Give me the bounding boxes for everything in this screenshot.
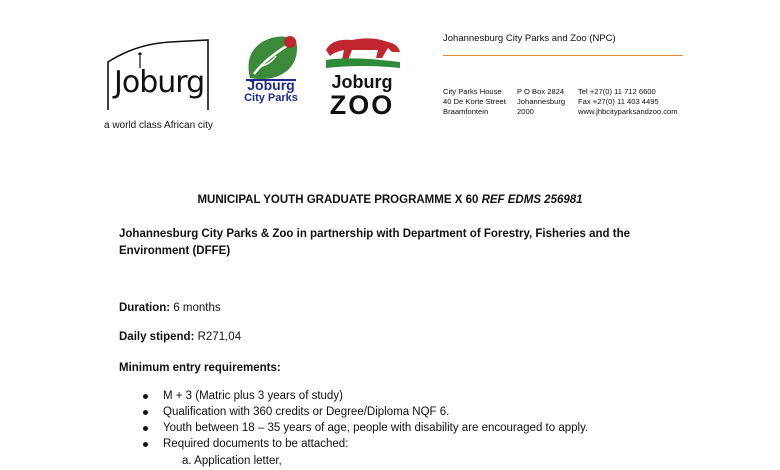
telephone: Tel +27(0) 11 712 6600 [578, 87, 656, 96]
stipend-value: R271,04 [197, 331, 242, 343]
document-title [0, 194, 780, 206]
joburg-zoo-logo [322, 34, 402, 118]
joburg-wordmark: Joburg [114, 65, 205, 100]
org-name: Johannesburg City Parks and Zoo (NPC) [443, 33, 616, 44]
requirements-list [119, 388, 588, 452]
joburg-zoo-wordmark [324, 72, 400, 118]
postal-line: 2000 [517, 107, 534, 116]
list-item [119, 388, 588, 404]
zoo-animal-icon [322, 34, 402, 70]
city-parks-logo [240, 34, 302, 116]
address-line: 40 De Korte Street [443, 97, 506, 106]
city-parks-leaf-icon [240, 34, 302, 82]
requirements-heading: Minimum entry requirements: [119, 362, 281, 374]
title-reference: REF EDMS 256981 [481, 194, 583, 206]
city-parks-line2: City Parks [244, 92, 298, 104]
joburg-zoo-line2: ZOO [329, 90, 395, 120]
list-item [119, 404, 588, 420]
stipend-label: Daily stipend: [119, 331, 195, 343]
joburg-tagline: a world class African city [104, 120, 213, 131]
requirement-text: Qualification with 360 credits or Degree/Diploma NQF 6. [163, 406, 450, 418]
contact-details [578, 87, 678, 117]
list-item [119, 420, 588, 436]
postal-line: Johannesburg [517, 97, 566, 106]
list-item [119, 436, 588, 452]
joburg-zoo-line1: Joburg [331, 72, 393, 92]
address-line: City Parks House [443, 87, 502, 96]
city-parks-wordmark [240, 79, 302, 105]
stipend-field [119, 331, 241, 343]
duration-value: 6 months [173, 302, 221, 314]
sub-requirement-item: a. Application letter, [182, 455, 282, 467]
requirement-text: M + 3 (Matric plus 3 years of study) [163, 390, 343, 402]
duration-label: Duration: [119, 302, 171, 314]
title-text: MUNICIPAL YOUTH GRADUATE PROGRAMME X 60 [197, 194, 479, 206]
street-address [443, 87, 506, 117]
joburg-logo [104, 38, 216, 134]
postal-line: P O Box 2824 [517, 87, 565, 96]
address-line: Braamfontein [443, 107, 489, 116]
bullet-icon [143, 426, 148, 431]
postal-address [517, 87, 565, 117]
org-divider [443, 55, 683, 56]
requirement-text: Youth between 18 – 35 years of age, people with disability are encouraged to apply. [163, 422, 589, 434]
fax: Fax +27(0) 11 403 4495 [578, 97, 659, 106]
bullet-icon [143, 394, 148, 399]
bullet-icon [143, 442, 148, 447]
website: www.jhbcityparksandzoo.com [578, 107, 678, 116]
requirement-text: Required documents to be attached: [163, 438, 349, 450]
city-parks-line1: Joburg [247, 77, 295, 93]
duration-field [119, 302, 221, 314]
partnership-statement: Johannesburg City Parks & Zoo in partnership with Department of Forestry, Fisheries and the Environment (DFFE) [119, 228, 630, 257]
bullet-icon [143, 410, 148, 415]
